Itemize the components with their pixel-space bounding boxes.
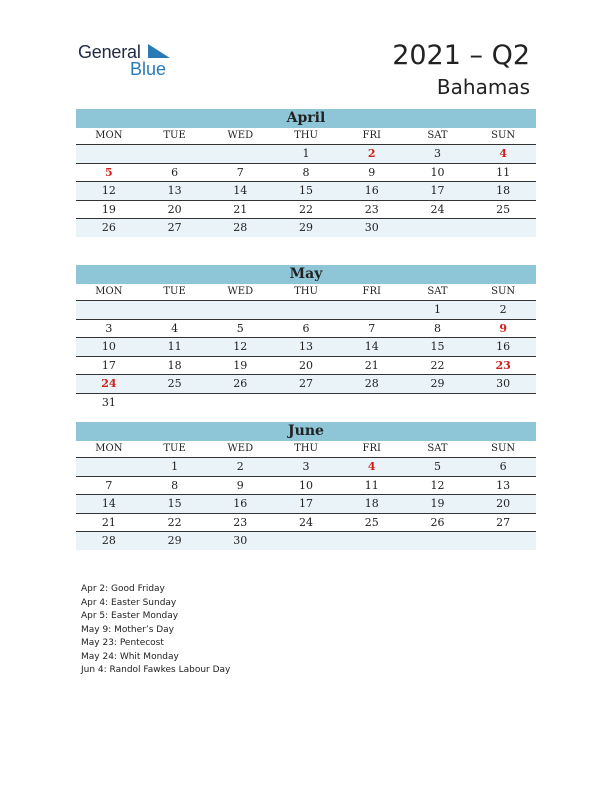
day-cell: 9 — [368, 165, 376, 179]
day-cell: 16 — [496, 340, 511, 353]
week-row — [76, 201, 536, 220]
month-name: April — [76, 109, 536, 128]
weekday-label: WED — [227, 443, 254, 454]
month-calendar-april — [76, 109, 536, 237]
weekday-label: SAT — [427, 130, 448, 141]
day-cell: 17 — [101, 358, 116, 372]
week-row — [76, 301, 536, 320]
day-cell: 24 — [430, 202, 445, 216]
logo-text-general: General — [78, 42, 141, 62]
day-cell: 8 — [433, 321, 441, 335]
day-cell: 30 — [364, 221, 379, 234]
day-cell: 8 — [302, 165, 310, 179]
day-cell: 5 — [236, 321, 244, 335]
day-cell: 13 — [299, 340, 314, 353]
day-cell — [405, 394, 471, 412]
week-row — [76, 375, 536, 394]
day-cell — [339, 394, 405, 412]
week-row — [76, 145, 536, 164]
day-cell: 18 — [167, 358, 182, 372]
day-cell: 9 — [499, 321, 507, 335]
weekday-label: MON — [95, 286, 123, 297]
day-cell: 22 — [430, 358, 445, 372]
weekday-label: SUN — [491, 286, 516, 297]
day-cell — [339, 532, 405, 550]
week-row — [76, 219, 536, 237]
day-cell: 19 — [233, 358, 248, 372]
day-cell — [76, 458, 142, 476]
day-cell: 12 — [101, 184, 116, 197]
country-subtitle: Bahamas — [436, 75, 530, 99]
day-cell: 14 — [364, 340, 379, 353]
weekday-label: FRI — [362, 443, 381, 454]
day-cell: 23 — [364, 202, 379, 216]
day-cell: 7 — [105, 478, 113, 492]
day-cell — [76, 145, 142, 163]
holiday-item: May 9: Mother’s Day — [81, 624, 175, 635]
month-name: June — [76, 422, 536, 441]
weekday-label: THU — [294, 286, 318, 297]
day-cell — [273, 301, 339, 319]
day-cell: 24 — [101, 377, 117, 390]
day-cell: 1 — [302, 147, 310, 160]
day-cell: 10 — [430, 165, 445, 179]
day-cell: 26 — [430, 515, 445, 529]
day-cell: 18 — [496, 184, 511, 197]
page-title: 2021 – Q2 — [392, 40, 530, 71]
day-cell — [76, 301, 142, 319]
day-cell: 30 — [233, 534, 248, 547]
day-cell: 1 — [171, 460, 179, 473]
week-row — [76, 320, 536, 339]
day-cell: 15 — [430, 340, 445, 353]
day-cell — [273, 532, 339, 550]
day-cell — [207, 301, 273, 319]
logo-triangle-icon — [148, 44, 172, 60]
weekday-label: TUE — [163, 130, 186, 141]
day-cell: 23 — [233, 515, 248, 529]
day-cell: 29 — [299, 221, 314, 234]
weekday-label: FRI — [362, 130, 381, 141]
day-cell: 21 — [101, 515, 116, 529]
day-cell: 14 — [233, 184, 248, 197]
week-row — [76, 514, 536, 533]
day-cell — [142, 301, 208, 319]
weekday-label: SAT — [427, 286, 448, 297]
day-cell: 15 — [299, 184, 314, 197]
day-cell — [470, 219, 536, 237]
day-cell: 2 — [367, 147, 376, 160]
day-cell: 27 — [496, 515, 511, 529]
generalblue-logo — [78, 42, 178, 78]
day-cell — [405, 219, 471, 237]
day-cell: 30 — [496, 377, 511, 390]
day-cell: 21 — [364, 358, 379, 372]
day-cell: 6 — [302, 321, 310, 335]
day-cell: 7 — [368, 321, 376, 335]
holiday-item: Apr 5: Easter Monday — [81, 611, 179, 621]
day-cell: 31 — [101, 395, 116, 409]
weekday-header-row — [76, 441, 536, 458]
weekday-header-row — [76, 284, 536, 301]
day-cell: 20 — [496, 497, 511, 510]
day-cell: 2 — [499, 303, 507, 316]
day-cell: 11 — [364, 478, 379, 492]
weekday-label: THU — [294, 130, 318, 141]
holiday-item: Jun 4: Randol Fawkes Labour Day — [81, 665, 231, 675]
day-cell: 9 — [236, 478, 244, 492]
day-cell — [142, 145, 208, 163]
day-cell: 12 — [430, 478, 445, 492]
day-cell: 22 — [299, 202, 314, 216]
day-cell: 19 — [101, 202, 116, 216]
day-cell: 5 — [433, 460, 441, 473]
day-cell: 20 — [299, 358, 314, 372]
day-cell: 3 — [302, 460, 310, 473]
day-cell — [405, 532, 471, 550]
month-calendar-june — [76, 422, 536, 550]
day-cell: 2 — [236, 460, 244, 473]
holiday-item: Apr 2: Good Friday — [81, 584, 165, 594]
holiday-item: Apr 4: Easter Sunday — [81, 597, 177, 608]
day-cell: 20 — [167, 202, 182, 216]
day-cell: 28 — [364, 377, 379, 390]
week-row — [76, 495, 536, 514]
day-cell: 19 — [430, 497, 445, 510]
day-cell: 16 — [364, 184, 379, 197]
weekday-label: SUN — [491, 443, 516, 454]
weekday-label: WED — [227, 286, 254, 297]
day-cell: 15 — [167, 497, 182, 510]
day-cell: 29 — [167, 534, 182, 547]
day-cell: 6 — [499, 460, 507, 473]
day-cell: 24 — [299, 515, 314, 529]
day-cell: 29 — [430, 377, 445, 390]
day-cell: 11 — [167, 340, 182, 353]
weekday-label: TUE — [163, 443, 186, 454]
day-cell — [142, 394, 208, 412]
day-cell: 17 — [430, 184, 445, 197]
day-cell: 25 — [496, 202, 511, 216]
day-cell: 3 — [433, 147, 441, 160]
day-cell: 21 — [233, 202, 248, 216]
day-cell: 11 — [496, 165, 511, 179]
day-cell: 17 — [299, 497, 314, 510]
day-cell: 25 — [167, 377, 182, 390]
day-cell: 23 — [495, 358, 511, 372]
day-cell: 28 — [101, 534, 116, 547]
day-cell: 10 — [101, 340, 116, 353]
day-cell: 26 — [101, 221, 116, 234]
weekday-label: TUE — [163, 286, 186, 297]
day-cell: 12 — [233, 340, 248, 353]
weekday-label: SUN — [491, 130, 516, 141]
week-row — [76, 338, 536, 357]
day-cell — [207, 145, 273, 163]
day-cell: 4 — [171, 321, 179, 335]
day-cell: 26 — [233, 377, 248, 390]
day-cell: 16 — [233, 497, 248, 510]
day-cell — [339, 301, 405, 319]
day-cell: 6 — [171, 165, 179, 179]
day-cell: 25 — [364, 515, 379, 529]
week-row — [76, 394, 536, 412]
day-cell: 7 — [236, 165, 244, 179]
day-cell: 13 — [496, 478, 511, 492]
day-cell: 10 — [299, 478, 314, 492]
day-cell: 4 — [499, 147, 507, 160]
logo-text-blue: Blue — [130, 59, 167, 79]
weekday-label: MON — [95, 443, 123, 454]
day-cell: 22 — [167, 515, 182, 529]
day-cell: 27 — [299, 377, 314, 390]
day-cell — [273, 394, 339, 412]
week-row — [76, 458, 536, 477]
week-row — [76, 532, 536, 550]
day-cell — [470, 532, 536, 550]
month-calendar-may — [76, 265, 536, 411]
day-cell: 8 — [171, 478, 179, 492]
day-cell: 13 — [167, 184, 182, 197]
day-cell: 4 — [367, 460, 376, 473]
weekday-label: MON — [95, 130, 123, 141]
day-cell: 5 — [105, 165, 113, 179]
day-cell: 28 — [233, 221, 248, 234]
day-cell: 3 — [105, 321, 113, 335]
day-cell: 18 — [364, 497, 379, 510]
holiday-item: May 24: Whit Monday — [81, 651, 179, 662]
weekday-label: FRI — [362, 286, 381, 297]
weekday-label: SAT — [427, 443, 448, 454]
week-row — [76, 477, 536, 496]
day-cell: 1 — [433, 303, 441, 316]
month-name: May — [76, 265, 536, 284]
week-row — [76, 357, 536, 376]
day-cell — [207, 394, 273, 412]
weekday-header-row — [76, 128, 536, 145]
holiday-list — [81, 583, 230, 678]
day-cell: 14 — [101, 497, 116, 510]
weekday-label: THU — [294, 443, 318, 454]
day-cell — [470, 394, 536, 412]
day-cell: 27 — [167, 221, 182, 234]
holiday-item: May 23: Pentecost — [81, 638, 164, 648]
week-row — [76, 182, 536, 201]
weekday-label: WED — [227, 130, 254, 141]
week-row — [76, 164, 536, 183]
